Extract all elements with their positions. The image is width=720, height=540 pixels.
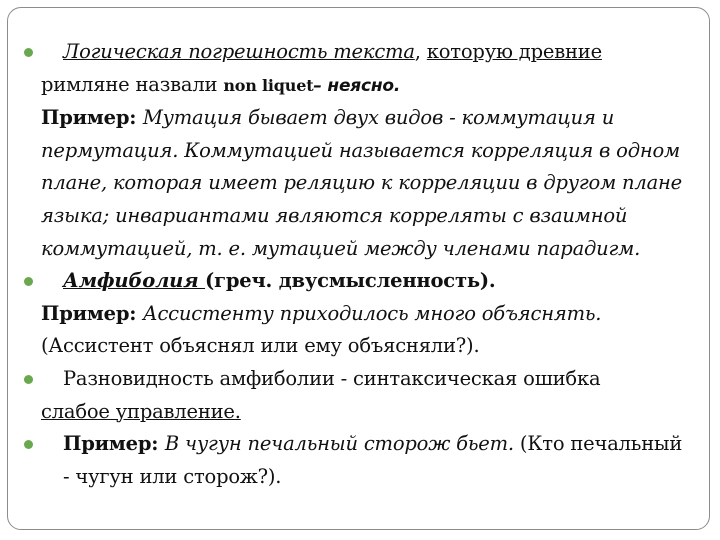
amphiboly-term: Амфиболия bbox=[63, 269, 206, 293]
example-label: Пример: bbox=[41, 301, 143, 325]
amphiboly-variety: Разновидность амфиболии - синтаксическая ошибка bbox=[63, 366, 601, 390]
assistant-example-text: Ассистенту приходилось много объяснять. bbox=[142, 301, 602, 325]
slide-content bbox=[41, 36, 691, 493]
paragraph-logical-error bbox=[41, 36, 691, 102]
mutation-example-text: Мутация бывает двух видов - коммутация и пермутация. Коммутацией называется корреляция в одном плане, которая имеет реляцию к корреляции в другом плане языка; инвариантами являются корреляты с взаимной коммутацией, т. е. мутацией между членами парадигм. bbox=[41, 106, 683, 260]
cast-iron-example-question: (Кто печальный - чугун или сторож?). bbox=[63, 432, 683, 488]
paragraph-amphiboly bbox=[41, 265, 691, 298]
comma: , bbox=[414, 40, 427, 63]
unclear-translation: – неясно. bbox=[313, 75, 401, 96]
paragraph-mutation-example bbox=[41, 102, 691, 265]
weak-government-term: слабое управление. bbox=[41, 399, 241, 423]
example-label: Пример: bbox=[63, 432, 165, 456]
paragraph-cast-iron-example bbox=[41, 428, 691, 493]
assistant-example-question: (Ассистент объяснял или ему объясняли?). bbox=[41, 334, 480, 358]
paragraph-weak-government bbox=[41, 363, 691, 428]
amphiboly-definition: (греч. двусмысленность). bbox=[205, 269, 496, 293]
latin-term: non liquet bbox=[223, 75, 314, 95]
paragraph-assistant-example bbox=[41, 298, 691, 363]
logical-error-desc: которую древние bbox=[426, 40, 602, 63]
logical-error-desc-2: римляне назвали bbox=[41, 72, 224, 96]
example-label: Пример: bbox=[41, 106, 143, 130]
cast-iron-example-text: В чугун печальный сторож бьет. bbox=[164, 432, 514, 456]
logical-error-term: Логическая погрешность текста bbox=[63, 40, 415, 63]
slide-frame bbox=[7, 7, 710, 530]
